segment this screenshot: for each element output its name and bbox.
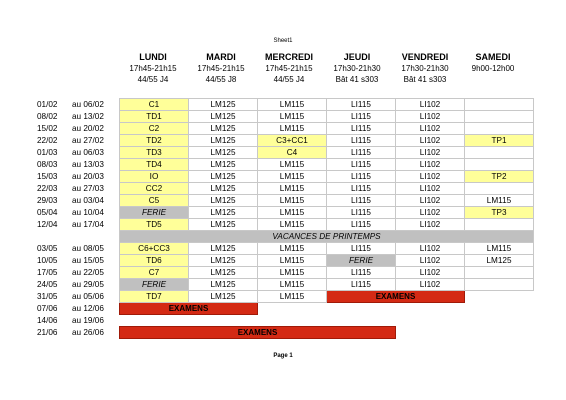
- schedule-cell: LM115: [258, 123, 327, 135]
- week-row: [37, 315, 534, 327]
- week-end-date: au 22/05: [72, 267, 104, 277]
- day-header-5: [459, 52, 527, 74]
- week-row: [37, 159, 534, 171]
- schedule-cell: LI115: [327, 219, 396, 231]
- schedule-cell: LI102: [396, 219, 465, 231]
- schedule-cell: LM115: [258, 183, 327, 195]
- schedule-cell: LI102: [396, 267, 465, 279]
- schedule-cell: LM115: [258, 159, 327, 171]
- schedule-cell: [465, 291, 534, 303]
- schedule-cell: LI115: [327, 279, 396, 291]
- schedule-cell: [396, 303, 465, 315]
- schedule-cell: LI102: [396, 147, 465, 159]
- schedule-cell: TD7: [120, 291, 189, 303]
- schedule-cell: LI115: [327, 207, 396, 219]
- day-header-name: VENDREDI: [401, 52, 449, 62]
- schedule-cell: LI102: [396, 111, 465, 123]
- schedule-cell: LM115: [465, 243, 534, 255]
- week-row: [37, 267, 534, 279]
- schedule-cell: LI115: [327, 111, 396, 123]
- schedule-cell: LI115: [327, 147, 396, 159]
- schedule-cell: VACANCES DE PRINTEMPS: [120, 231, 534, 243]
- schedule-cell: LM115: [258, 111, 327, 123]
- schedule-cell: [120, 315, 189, 327]
- day-header-2: [255, 52, 323, 85]
- week-start-date: 17/05: [37, 267, 58, 277]
- day-header-time: 9h00-12h00: [471, 64, 515, 73]
- schedule-cell: LI115: [327, 195, 396, 207]
- day-header-room: Bât 41 s303: [403, 75, 447, 84]
- schedule-cell: LM125: [189, 123, 258, 135]
- schedule-cell: LM115: [258, 255, 327, 267]
- schedule-cell: LI102: [396, 135, 465, 147]
- week-row: [37, 171, 534, 183]
- week-end-date: au 06/03: [72, 147, 104, 157]
- schedule-cell: LI115: [327, 171, 396, 183]
- day-header-time: 17h45-21h15: [265, 64, 313, 73]
- week-row: [37, 123, 534, 135]
- schedule-cell: LI115: [327, 267, 396, 279]
- schedule-cell: C1: [120, 99, 189, 111]
- schedule-cell: TD5: [120, 219, 189, 231]
- schedule-cell: FERIE: [120, 279, 189, 291]
- day-header-name: MARDI: [206, 52, 236, 62]
- page-footer: Page 1: [273, 353, 293, 359]
- day-header-0: [119, 52, 187, 85]
- week-end-date: au 05/06: [72, 291, 104, 301]
- week-row: [37, 207, 534, 219]
- schedule-cell: C2: [120, 123, 189, 135]
- schedule-cell: LM125: [189, 99, 258, 111]
- week-start-date: 10/05: [37, 255, 58, 265]
- schedule-cell: LM115: [258, 171, 327, 183]
- week-start-date: 01/02: [37, 99, 58, 109]
- schedule-cell: LI115: [327, 243, 396, 255]
- schedule-cell: IO: [120, 171, 189, 183]
- schedule-cell: [465, 315, 534, 327]
- schedule-cell: LM115: [258, 279, 327, 291]
- day-header-time: 17h45-21h15: [129, 64, 177, 73]
- week-end-date: au 20/03: [72, 171, 104, 181]
- schedule-cell: [465, 267, 534, 279]
- schedule-cell: LM115: [258, 243, 327, 255]
- week-start-date: 12/04: [37, 219, 58, 229]
- day-header-room: 44/55 J8: [205, 75, 237, 84]
- schedule-cell: LM125: [189, 279, 258, 291]
- schedule-cell: LM115: [258, 195, 327, 207]
- schedule-cell: LI102: [396, 255, 465, 267]
- week-start-date: 29/03: [37, 195, 58, 205]
- schedule-cell: LI102: [396, 171, 465, 183]
- schedule-cell: LI115: [327, 159, 396, 171]
- day-header-time: 17h30-21h30: [333, 64, 381, 73]
- schedule-cell: [465, 219, 534, 231]
- schedule-cell: [465, 279, 534, 291]
- week-end-date: au 12/06: [72, 303, 104, 313]
- schedule-cell: [189, 315, 258, 327]
- schedule-cell: LI115: [327, 123, 396, 135]
- week-end-date: [72, 231, 120, 243]
- day-header-room: Bât 41 s303: [335, 75, 379, 84]
- week-start-date: 24/05: [37, 279, 58, 289]
- day-header-name: MERCREDI: [264, 52, 313, 62]
- schedule-cell: LI102: [396, 279, 465, 291]
- week-end-date: au 17/04: [72, 219, 104, 229]
- schedule-cell: LI102: [396, 207, 465, 219]
- week-row: [37, 183, 534, 195]
- schedule-cell: LM125: [189, 147, 258, 159]
- schedule-cell: LM115: [258, 267, 327, 279]
- schedule-cell: [465, 123, 534, 135]
- exam-cell: EXAMENS: [120, 327, 396, 339]
- schedule-cell: [465, 99, 534, 111]
- week-end-date: au 27/02: [72, 135, 104, 145]
- week-end-date: au 29/05: [72, 279, 104, 289]
- schedule-cell: LM125: [189, 195, 258, 207]
- week-row: [37, 279, 534, 291]
- week-start-date: 21/06: [37, 327, 58, 337]
- schedule-cell: [465, 327, 534, 339]
- week-row: [37, 243, 534, 255]
- schedule-cell: C5: [120, 195, 189, 207]
- day-header-4: [391, 52, 459, 85]
- day-header-name: LUNDI: [139, 52, 167, 62]
- day-header-room: 44/55 J4: [137, 75, 169, 84]
- schedule-cell: LM115: [258, 207, 327, 219]
- schedule-cell: LM125: [189, 255, 258, 267]
- week-row: [37, 327, 534, 339]
- schedule-cell: LI115: [327, 135, 396, 147]
- day-header-1: [187, 52, 255, 85]
- schedule-cell: LM115: [258, 99, 327, 111]
- schedule-cell: LI102: [396, 243, 465, 255]
- schedule-cell: LM125: [189, 219, 258, 231]
- week-end-date: au 15/05: [72, 255, 104, 265]
- week-row: [37, 195, 534, 207]
- schedule-cell: LM125: [189, 159, 258, 171]
- schedule-cell: LI115: [327, 99, 396, 111]
- schedule-cell: [465, 111, 534, 123]
- schedule-cell: LM115: [258, 291, 327, 303]
- schedule-cell: [465, 147, 534, 159]
- schedule-table: [37, 98, 534, 339]
- week-start-date: [37, 231, 72, 243]
- schedule-cell: [465, 159, 534, 171]
- schedule-cell: LM125: [189, 111, 258, 123]
- day-header-name: JEUDI: [343, 52, 371, 62]
- schedule-cell: C7: [120, 267, 189, 279]
- week-end-date: au 26/06: [72, 327, 104, 337]
- schedule-cell: C3+CC1: [258, 135, 327, 147]
- schedule-cell: [396, 327, 465, 339]
- week-start-date: 14/06: [37, 315, 58, 325]
- schedule-cell: C6+CC3: [120, 243, 189, 255]
- day-header-time: 17h30-21h30: [401, 64, 449, 73]
- schedule-cell: [258, 303, 327, 315]
- week-row: [37, 219, 534, 231]
- week-row: [37, 231, 534, 243]
- week-end-date: au 03/04: [72, 195, 104, 205]
- schedule-cell: LM125: [189, 267, 258, 279]
- schedule-cell: TD2: [120, 135, 189, 147]
- schedule-cell: TP3: [465, 207, 534, 219]
- week-row: [37, 303, 534, 315]
- schedule-cell: FERIE: [120, 207, 189, 219]
- schedule-cell: LI102: [396, 159, 465, 171]
- week-end-date: au 27/03: [72, 183, 104, 193]
- week-row: [37, 255, 534, 267]
- week-start-date: 07/06: [37, 303, 58, 313]
- schedule-cell: LI102: [396, 195, 465, 207]
- week-end-date: au 19/06: [72, 315, 104, 325]
- schedule-cell: LM125: [189, 243, 258, 255]
- week-end-date: au 13/02: [72, 111, 104, 121]
- day-header-name: SAMEDI: [475, 52, 511, 62]
- schedule-cell: FERIE: [327, 255, 396, 267]
- schedule-cell: LI115: [327, 183, 396, 195]
- exam-cell: EXAMENS: [120, 303, 258, 315]
- sheet-title: Sheet1: [273, 38, 293, 44]
- schedule-cell: [327, 315, 396, 327]
- schedule-cell: LI102: [396, 123, 465, 135]
- week-start-date: 01/03: [37, 147, 58, 157]
- schedule-cell: [465, 183, 534, 195]
- day-header-3: [323, 52, 391, 85]
- schedule-cell: LI102: [396, 183, 465, 195]
- schedule-cell: LM125: [189, 135, 258, 147]
- schedule-cell: CC2: [120, 183, 189, 195]
- week-start-date: 15/02: [37, 123, 58, 133]
- schedule-cell: TP1: [465, 135, 534, 147]
- exam-cell: EXAMENS: [327, 291, 465, 303]
- schedule-cell: LM115: [258, 219, 327, 231]
- week-start-date: 22/02: [37, 135, 58, 145]
- week-row: [37, 147, 534, 159]
- schedule-cell: TP2: [465, 171, 534, 183]
- schedule-cell: TD1: [120, 111, 189, 123]
- day-header-room: 44/55 J4: [273, 75, 305, 84]
- week-start-date: 03/05: [37, 243, 58, 253]
- schedule-cell: LM125: [189, 207, 258, 219]
- week-start-date: 31/05: [37, 291, 58, 301]
- week-row: [37, 111, 534, 123]
- week-row: [37, 291, 534, 303]
- schedule-cell: [465, 303, 534, 315]
- week-start-date: 15/03: [37, 171, 58, 181]
- week-end-date: au 13/03: [72, 159, 104, 169]
- week-end-date: au 08/05: [72, 243, 104, 253]
- week-start-date: 05/04: [37, 207, 58, 217]
- schedule-cell: LM125: [189, 291, 258, 303]
- week-row: [37, 99, 534, 111]
- schedule-cell: TD6: [120, 255, 189, 267]
- week-end-date: au 06/02: [72, 99, 104, 109]
- schedule-cell: [327, 303, 396, 315]
- schedule-cell: [396, 315, 465, 327]
- week-start-date: 08/03: [37, 159, 58, 169]
- schedule-cell: TD3: [120, 147, 189, 159]
- schedule-cell: LM125: [189, 171, 258, 183]
- schedule-cell: TD4: [120, 159, 189, 171]
- schedule-cell: LI102: [396, 99, 465, 111]
- week-row: [37, 135, 534, 147]
- schedule-cell: LM125: [465, 255, 534, 267]
- schedule-cell: [258, 315, 327, 327]
- schedule-cell: C4: [258, 147, 327, 159]
- week-start-date: 08/02: [37, 111, 58, 121]
- day-header-time: 17h45-21h15: [197, 64, 245, 73]
- week-start-date: 22/03: [37, 183, 58, 193]
- schedule-cell: LM115: [465, 195, 534, 207]
- week-end-date: au 10/04: [72, 207, 104, 217]
- week-end-date: au 20/02: [72, 123, 104, 133]
- schedule-cell: LM125: [189, 183, 258, 195]
